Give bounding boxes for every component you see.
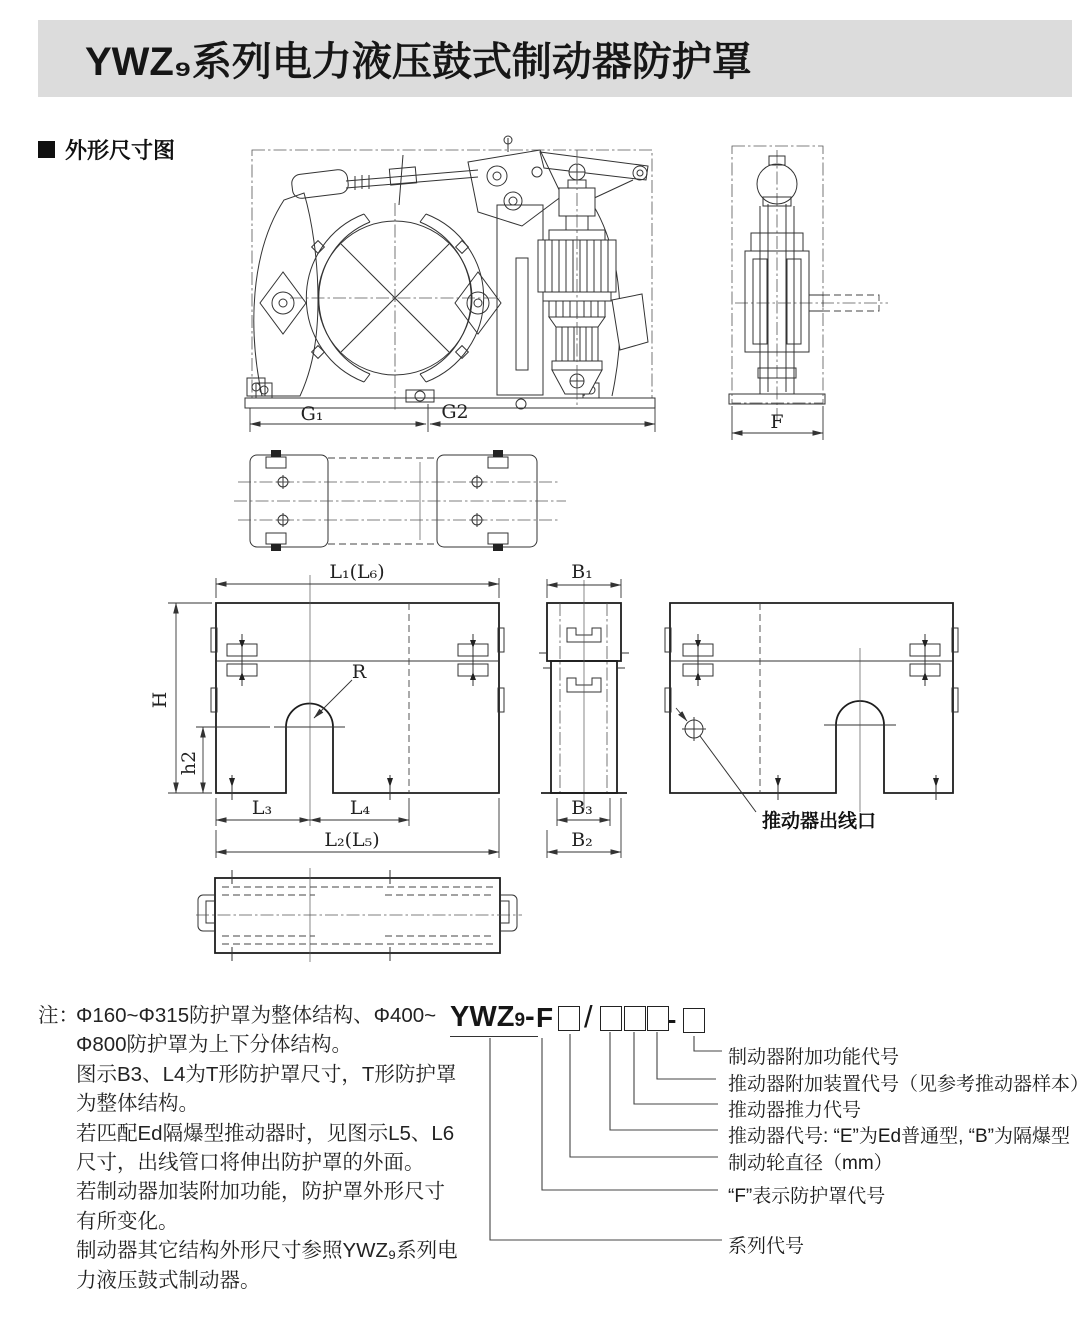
drawing-cover-rear-view <box>665 603 958 832</box>
note-line: 若匹配Ed隔爆型推动器时，见图示L5、L6 <box>76 1121 455 1145</box>
dim-label-f: F <box>770 411 784 433</box>
outlet-annotation: 推动器出线口 <box>762 811 877 832</box>
designation-label: 推动器推力代号 <box>728 1100 862 1121</box>
dim-label-b3: B₃ <box>571 797 593 819</box>
note-line: Φ800防护罩为上下分体结构。 <box>76 1033 353 1057</box>
dim-label-l1: L₁(L₆) <box>329 561 385 583</box>
dim-label-g2: G2 <box>441 401 469 423</box>
drawing-base-top-view <box>234 450 566 551</box>
model-code-dash: - <box>525 1001 535 1033</box>
drawing-brake-front-view <box>245 136 655 432</box>
note-line: 有所变化。 <box>76 1209 179 1233</box>
note-line: Φ160~Φ315防护罩为整体结构、Φ400~ <box>76 1004 437 1027</box>
page-title: YWZ₉系列电力液压鼓式制动器防护罩 <box>85 40 752 84</box>
dim-label-h2: h2 <box>178 750 200 776</box>
designation-label: 制动轮直径（mm） <box>728 1153 893 1174</box>
dim-label-l4: L₄ <box>349 797 371 819</box>
code-placeholder-box <box>558 1006 580 1031</box>
note-label: 注： <box>38 1004 79 1027</box>
dim-label-g1: G₁ <box>300 403 324 425</box>
designation-label: “F”表示防护罩代号 <box>728 1186 886 1207</box>
model-code-series <box>450 1001 538 1037</box>
designation-label: 推动器附加装置代号（见参考推动器样本） <box>728 1074 1090 1095</box>
note-line: 为整体结构。 <box>76 1092 199 1116</box>
section-title: 外形尺寸图 <box>65 138 176 163</box>
drawing-brake-side-view <box>729 146 888 440</box>
note-line: 尺寸，出线管口将伸出防护罩的外面。 <box>76 1151 425 1175</box>
dim-label-b1: B₁ <box>571 561 593 583</box>
code-placeholder-box <box>600 1006 622 1031</box>
notes-block <box>38 1001 478 1295</box>
model-code-slash: / <box>584 999 593 1034</box>
code-placeholder-box <box>647 1006 669 1031</box>
designation-label: 系列代号 <box>728 1236 805 1257</box>
designation-label: 制动器附加功能代号 <box>728 1047 900 1068</box>
drawing-cover-top-view <box>196 868 522 962</box>
drawing-cover-front-view <box>149 561 504 858</box>
dim-label-r: R <box>351 661 367 683</box>
model-code-joiner: - <box>668 1006 677 1034</box>
dim-label-l3: L₃ <box>251 797 273 819</box>
model-code-series-text: YWZ <box>450 1001 515 1033</box>
dim-label-l2: L₂(L₅) <box>324 829 380 851</box>
note-line: 图示B3、L4为T形防护罩尺寸，T形防护罩 <box>76 1062 457 1086</box>
code-placeholder-box <box>683 1008 705 1033</box>
designation-label: 推动器代号: “E”为Ed普通型, “B”为隔爆型 <box>728 1126 1071 1147</box>
model-code-cover-letter: F <box>536 1002 554 1033</box>
code-placeholder-box <box>624 1006 646 1031</box>
note-line: 若制动器加装附加功能，防护罩外形尺寸 <box>76 1180 445 1204</box>
dim-label-b2: B₂ <box>571 829 593 851</box>
dim-label-h: H <box>149 691 171 709</box>
note-line: 力液压鼓式制动器。 <box>76 1268 261 1292</box>
model-code-series-subscript: 9 <box>514 1010 526 1031</box>
note-line: 制动器其它结构外形尺寸参照YWZ₉系列电 <box>76 1239 458 1263</box>
designation-leaders <box>490 1032 722 1240</box>
drawing-cover-side-view <box>539 561 629 858</box>
